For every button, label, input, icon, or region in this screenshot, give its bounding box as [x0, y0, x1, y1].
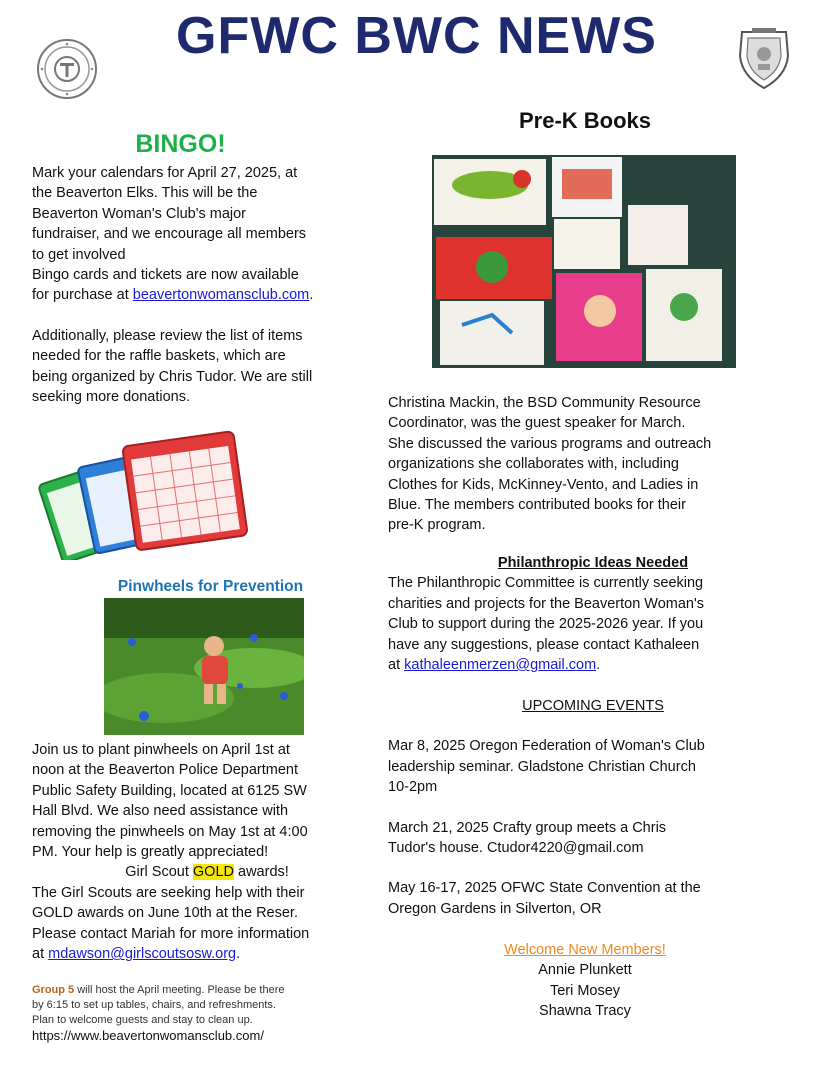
philanthropic-heading: Philanthropic Ideas Needed — [497, 555, 689, 571]
text-span: Girl Scout — [125, 864, 193, 881]
event-line: 10-2pm — [388, 779, 438, 796]
text-line: Clothes for Kids, McKinney-Vento, and Ladies in — [388, 476, 699, 493]
pinwheel-child-photo — [104, 598, 304, 735]
event-line: Mar 8, 2025 Oregon Federation of Woman's Club — [388, 738, 705, 755]
event-line: March 21, 2025 Crafty group meets a Chris — [388, 819, 667, 836]
text-line: organizations she collaborates with, including — [388, 456, 679, 473]
text-line: The Philanthropic Committee is currently seeking — [388, 575, 704, 592]
text-span: . — [309, 287, 314, 304]
gold-highlight: GOLD — [192, 864, 234, 881]
text-line — [32, 285, 377, 305]
text-line: The Girl Scouts are seeking help with their — [32, 884, 305, 901]
text-line: to get involved — [32, 246, 126, 263]
page-title: GFWC BWC NEWS — [176, 7, 657, 65]
text-line: being organized by Chris Tudor. We are still — [32, 368, 313, 385]
welcome-heading: Welcome New Members! — [504, 942, 666, 958]
event-line: leadership seminar. Gladstone Christian Church — [388, 758, 696, 775]
girl-scout-title — [32, 862, 382, 882]
spacer — [388, 858, 798, 878]
text-line: Hall Blvd. We also need assistance with — [32, 803, 289, 820]
text-line: have any suggestions, please contact Kathaleen — [388, 636, 700, 653]
text-line: the Beaverton Elks. This will be the — [32, 185, 258, 202]
text-line: pre-K program. — [388, 517, 486, 534]
events-heading: UPCOMING EVENTS — [522, 698, 664, 714]
member-name: Annie Plunkett — [538, 962, 632, 979]
welcome-section — [440, 940, 730, 1022]
text-line: She discussed the various programs and outreach — [388, 435, 712, 452]
text-span: . — [596, 657, 601, 674]
text-span: awards! — [233, 864, 289, 881]
spacer — [32, 306, 377, 326]
prek-body — [388, 393, 798, 536]
text-line: by 6:15 to set up tables, chairs, and refreshments. — [32, 999, 276, 1011]
group-label: Group 5 — [32, 984, 75, 996]
text-line: seeking more donations. — [32, 389, 190, 406]
text-line: Additionally, please review the list of items — [32, 327, 303, 344]
text-line: Beaverton Woman's Club's major — [32, 205, 246, 222]
text-line: Club to support during the 2025-2026 year. If you — [388, 616, 704, 633]
bingo-body — [32, 163, 377, 407]
text-line: Blue. The members contributed books for their — [388, 497, 686, 514]
text-line: Christina Mackin, the BSD Community Resource — [388, 395, 701, 411]
pinwheels-heading: Pinwheels for Prevention — [117, 578, 304, 595]
text-line: Join us to plant pinwheels on April 1st at — [32, 742, 290, 758]
member-name: Shawna Tracy — [539, 1003, 631, 1020]
text-span: for purchase at — [32, 287, 133, 304]
pinwheel-photo-illustration — [104, 598, 304, 735]
text-line: Bingo cards and tickets are now available — [32, 267, 299, 284]
text-line: Please contact Mariah for more information — [32, 925, 310, 942]
spacer — [388, 798, 798, 818]
text-line — [388, 655, 798, 675]
text-span: at — [388, 657, 405, 674]
gfwc-seal-icon — [36, 38, 98, 100]
bingo-heading: BINGO! — [135, 130, 226, 158]
text-line — [32, 944, 382, 964]
club-website-link[interactable]: beavertonwomansclub.com — [132, 287, 310, 304]
spacer — [388, 716, 798, 736]
prek-heading: Pre-K Books — [518, 108, 652, 133]
event-line: Tudor's house. Ctudor4220@gmail.com — [388, 840, 644, 857]
text-span: at — [32, 946, 49, 963]
pinwheels-body — [32, 740, 382, 964]
text-line: removing the pinwheels on May 1st at 4:00 — [32, 823, 308, 840]
group-note — [32, 983, 382, 1043]
text-line: charities and projects for the Beaverton Woman's — [388, 595, 705, 612]
text-line: noon at the Beaverton Police Department — [32, 762, 298, 779]
text-line: needed for the raffle baskets, which are — [32, 348, 286, 365]
badge-shield-icon — [734, 26, 794, 92]
event-line: May 16-17, 2025 OFWC State Convention at the — [388, 880, 701, 897]
member-name: Teri Mosey — [549, 982, 621, 999]
club-url-text: https://www.beavertonwomansclub.com/ — [32, 1028, 264, 1043]
philanthropic-section — [388, 553, 798, 675]
mariah-email-link[interactable]: mdawson@girlscoutsosw.org — [48, 946, 237, 963]
text-line: Plan to welcome guests and stay to clean up. — [32, 1014, 253, 1026]
kathaleen-email-link[interactable]: kathaleenmerzen@gmail.com — [404, 657, 597, 674]
text-line: fundraiser, and we encourage all members — [32, 226, 307, 243]
events-section — [388, 696, 798, 919]
text-line: Mark your calendars for April 27, 2025, at — [32, 165, 298, 181]
text-span: . — [236, 946, 241, 963]
prek-books-photo — [432, 155, 736, 368]
text-span: will host the April meeting. Please be there — [74, 984, 285, 996]
bingo-cards-icon — [38, 428, 250, 560]
books-photo-illustration — [432, 155, 736, 368]
text-line: PM. Your help is greatly appreciated! — [32, 844, 269, 861]
text-line: Coordinator, was the guest speaker for March. — [388, 415, 686, 432]
text-line: Public Safety Building, located at 6125 SW — [32, 782, 307, 799]
event-line: Oregon Gardens in Silverton, OR — [388, 900, 602, 917]
text-line — [32, 983, 382, 998]
text-line: GOLD awards on June 10th at the Reser. — [32, 905, 298, 922]
